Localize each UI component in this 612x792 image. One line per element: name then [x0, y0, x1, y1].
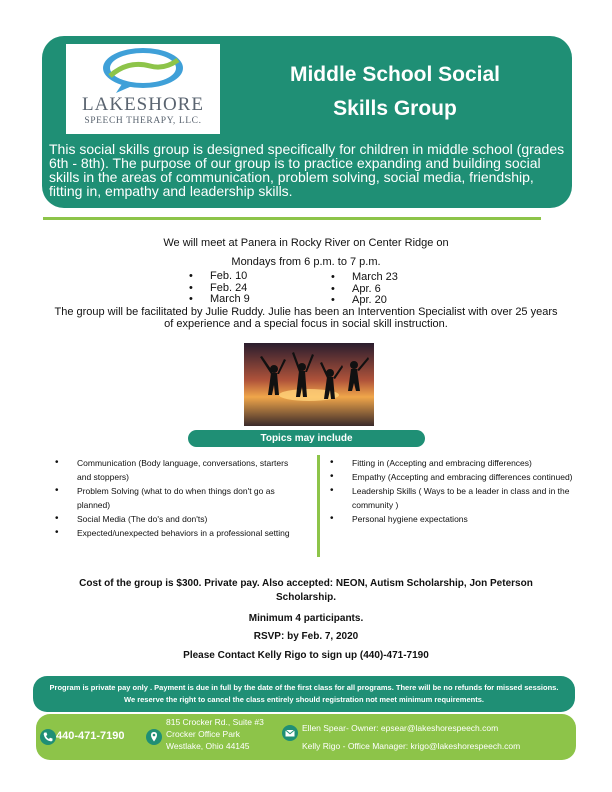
minimum-participants: Minimum 4 participants.: [248, 613, 364, 624]
rsvp-deadline: RSVP: by Feb. 7, 2020: [253, 631, 359, 642]
silhouettes-jumping-at-sunset-photo: [244, 343, 374, 426]
address-line-3: Westlake, Ohio 44145: [166, 741, 250, 751]
topic-item: • Fitting in (Accepting and embracing differences): [330, 456, 575, 470]
meeting-location: We will meet at Panera in Rocky River on Center Ridge on: [163, 237, 449, 249]
topics-list-right: [330, 456, 575, 526]
dates-list-right: [331, 272, 398, 307]
column-divider: [317, 455, 320, 557]
topic-item: • Empathy (Accepting and embracing differences continued): [330, 470, 575, 484]
facilitator-paragraph: The group will be facilitated by Julie Ruddy. Julie has been an Intervention Specialist with over 25 years of experience and a special focus in social skill instruction.: [54, 306, 558, 330]
policy-text: Program is private pay only . Payment is due in full by the date of the first class for all programs. There will be no refunds for missed sessions. We reserve the right to cancel the class entirely should registration not meet minimum requirements.: [49, 683, 559, 704]
signup-contact: Please Contact Kelly Rigo to sign up (440)-471-7190: [183, 650, 429, 661]
footer-phone[interactable]: 440-471-7190: [56, 730, 125, 742]
mail-icon: [282, 725, 298, 741]
contact-owner[interactable]: Ellen Spear- Owner: epsear@lakeshorespeech.com: [302, 723, 499, 733]
title-line-1: Middle School Social: [289, 63, 501, 86]
date-item: • March 9: [189, 294, 250, 306]
intro-paragraph: This social skills group is designed specifically for children in middle school (grades 6th - 8th). The purpose of our group is to practice expanding and building social skills in the areas of communication, problem solving, social media, friendship, fitting in, empathy and leadership skills.: [49, 141, 565, 199]
topics-list-left: [55, 456, 300, 540]
topics-heading: Topics may include: [188, 430, 425, 447]
page-title: [240, 58, 550, 126]
location-pin-icon: [146, 729, 162, 745]
date-item: • Apr. 20: [331, 295, 398, 307]
topic-item: • Personal hygiene expectations: [330, 512, 575, 526]
topic-item: • Social Media (The do's and don'ts): [55, 512, 300, 526]
address-line-1: 815 Crocker Rd., Suite #3: [166, 717, 264, 727]
cost-info: Cost of the group is $300. Private pay. Also accepted: NEON, Autism Scholarship, Jon Peterson Scholarship.: [79, 578, 533, 603]
speech-bubble-logo-icon: [98, 46, 188, 94]
footer-address: [166, 716, 264, 752]
topic-item: • Leadership Skills ( Ways to be a leader in class and in the community ): [330, 484, 575, 512]
address-line-2: Crocker Office Park: [166, 729, 241, 739]
logo-name: LAKESHORE: [82, 94, 204, 115]
meeting-time: Mondays from 6 p.m. to 7 p.m.: [231, 256, 381, 268]
logo-subtitle: SPEECH THERAPY, LLC.: [84, 116, 202, 126]
date-item: • March 23: [331, 272, 398, 284]
dates-list-left: [189, 271, 250, 306]
divider: [43, 217, 541, 220]
policy-banner: [33, 676, 575, 712]
phone-icon: [40, 729, 56, 745]
contact-office-manager[interactable]: Kelly Rigo - Office Manager: krigo@lakeshorespeech.com: [302, 741, 521, 751]
footer-contacts: [302, 719, 520, 755]
date-item: • Feb. 24: [189, 283, 250, 295]
topic-item: • Communication (Body language, conversations, starters and stoppers): [55, 456, 300, 484]
date-item: • Feb. 10: [189, 271, 250, 283]
title-line-2: Skills Group: [333, 97, 457, 120]
topic-item: • Expected/unexpected behaviors in a professional setting: [55, 526, 300, 540]
date-item: • Apr. 6: [331, 284, 398, 296]
topic-item: • Problem Solving (what to do when things don't go as planned): [55, 484, 300, 512]
logo: [66, 44, 220, 134]
